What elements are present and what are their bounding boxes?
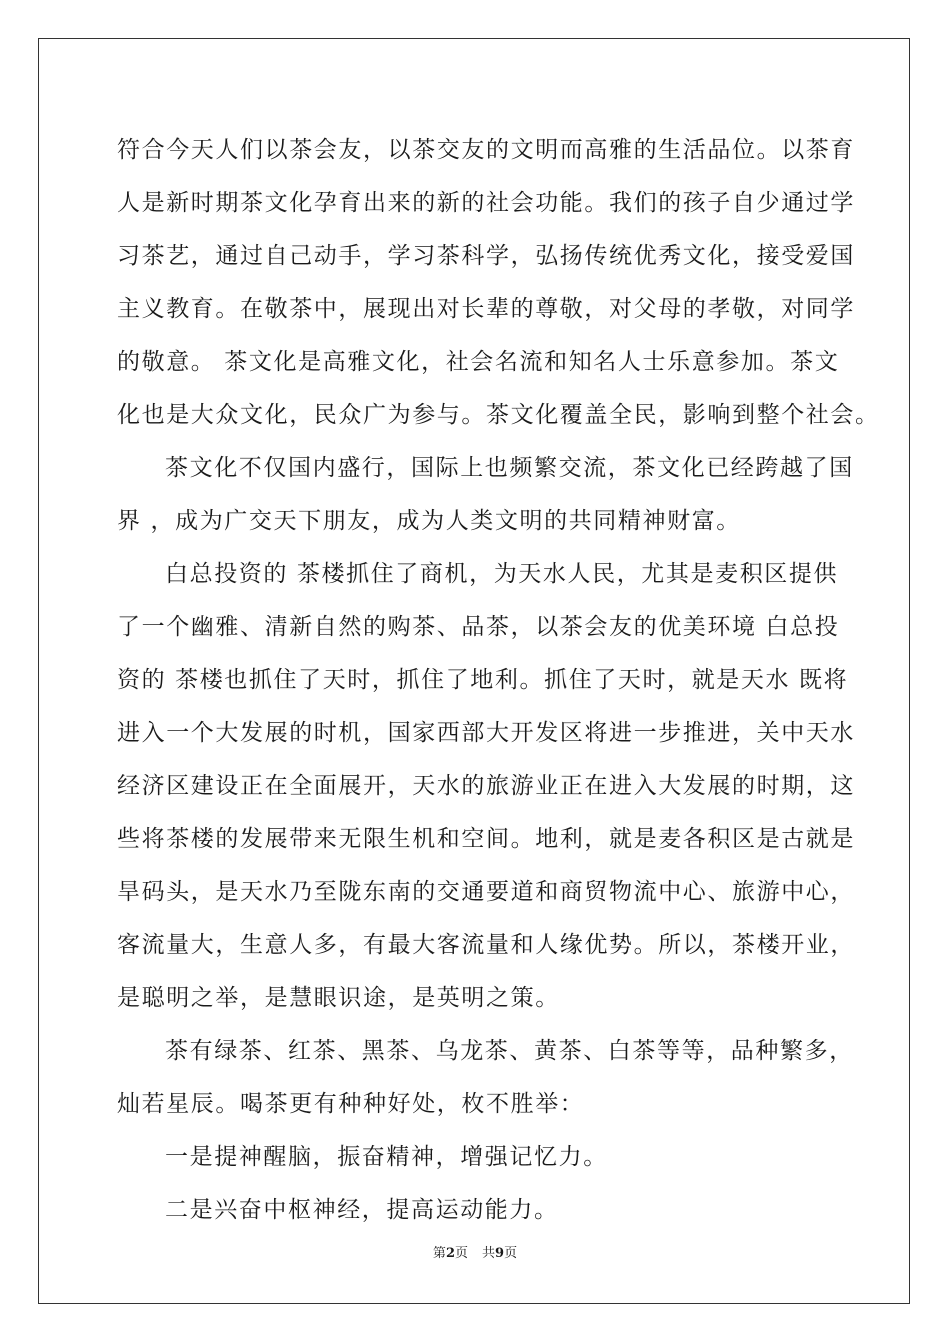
text-line: 习茶艺，通过自己动手，学习茶科学，弘扬传统优秀文化，接受爱国	[117, 243, 855, 269]
text-line: 界 ，成为广交天下朋友，成为人类文明的共同精神财富。	[117, 508, 741, 534]
text-line: 茶文化不仅国内盛行，国际上也频繁交流，茶文化已经跨越了国	[165, 455, 854, 481]
text-line: 茶有绿茶、红茶、黑茶、乌龙茶、黄茶、白茶等等，品种繁多，	[165, 1038, 854, 1064]
text-line: 旱码头，是天水乃至陇东南的交通要道和商贸物流中心、旅游中心，	[117, 879, 855, 905]
text-line: 进入一个大发展的时机，国家西部大开发区将进一步推进，关中天水	[117, 720, 855, 746]
text-line: 客流量大，生意人多，有最大客流量和人缘优势。所以，茶楼开业，	[117, 932, 855, 958]
total-pages-prefix: 共	[482, 1246, 496, 1261]
text-line: 灿若星辰。喝茶更有种种好处，枚不胜举：	[117, 1091, 585, 1117]
text-line: 化也是大众文化，民众广为参与。茶文化覆盖全民，影响到整个社会。	[117, 402, 880, 428]
total-pages-suffix: 页	[504, 1246, 518, 1261]
page-number-suffix: 页	[454, 1246, 468, 1261]
text-line: 二是兴奋中枢神经，提高运动能力。	[165, 1197, 559, 1223]
text-line: 了一个幽雅、清新自然的购茶、品茶，以茶会友的优美环境 白总投	[117, 614, 840, 640]
text-line: 是聪明之举，是慧眼识途，是英明之策。	[117, 985, 560, 1011]
text-line: 的敬意。 茶文化是高雅文化，社会名流和知名人士乐意参加。茶文	[117, 349, 840, 375]
page-footer	[0, 1246, 950, 1262]
total-page-count: 9	[495, 1246, 505, 1261]
text-line: 主义教育。在敬茶中，展现出对长辈的尊敬，对父母的孝敬，对同学	[117, 296, 855, 322]
text-line: 一是提神醒脑，振奋精神，增强记忆力。	[165, 1144, 608, 1170]
text-line: 白总投资的 茶楼抓住了商机，为天水人民，尤其是麦积区提供	[165, 561, 839, 587]
text-line: 经济区建设正在全面展开，天水的旅游业正在进入大发展的时期，这	[117, 773, 855, 799]
text-line: 资的 茶楼也抓住了天时，抓住了地利。抓住了天时，就是天水 既将	[117, 667, 849, 693]
document-body	[117, 124, 880, 1237]
text-line: 符合今天人们以茶会友，以茶交友的文明而高雅的生活品位。以茶育	[117, 137, 855, 163]
text-line: 些将茶楼的发展带来无限生机和空间。地利，就是麦各积区是古就是	[117, 826, 855, 852]
text-line: 人是新时期茶文化孕育出来的新的社会功能。我们的孩子自少通过学	[117, 190, 855, 216]
page-number-prefix: 第	[432, 1246, 446, 1261]
current-page-number: 2	[445, 1246, 455, 1261]
